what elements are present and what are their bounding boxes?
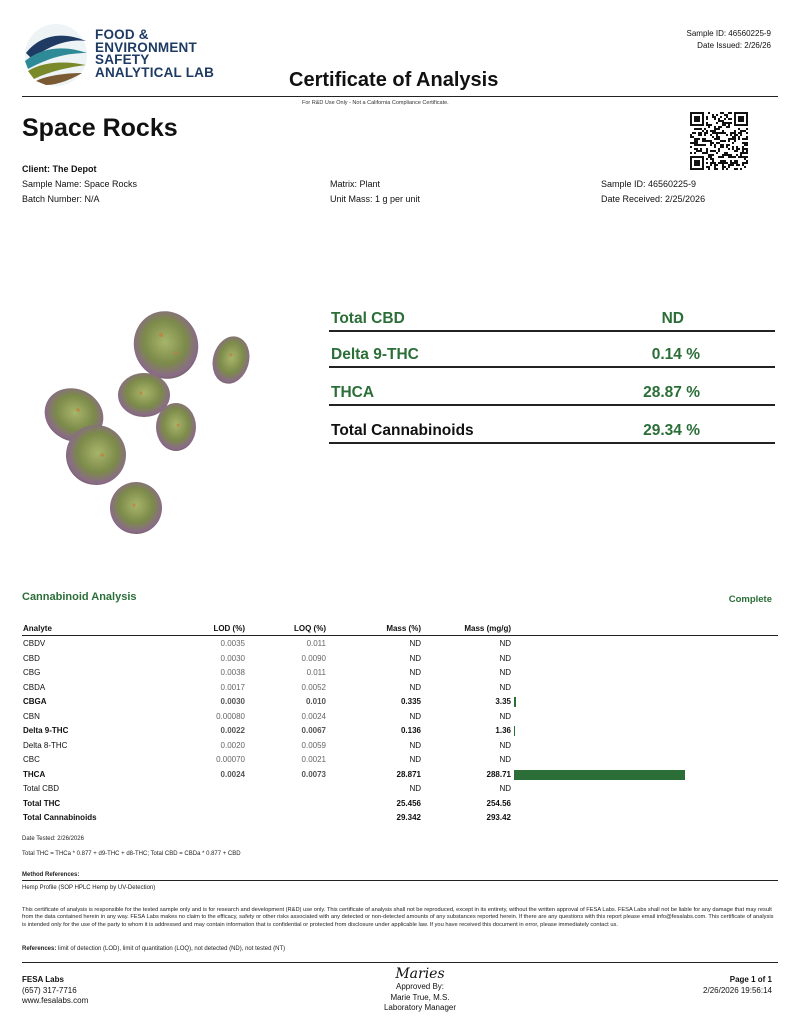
cell-mg: ND [499, 711, 511, 721]
sample-info [601, 177, 705, 207]
references-text: limit of detection (LOD), limit of quantitation (LOQ), not detected (ND), not tested (NT) [56, 946, 286, 952]
cell-analyte: THCA [23, 769, 46, 779]
matrix-info [330, 177, 420, 207]
analysis-status: Complete [728, 594, 772, 605]
cell-loq: 0.0024 [301, 711, 326, 721]
footer-phone: (657) 317-7716 [22, 985, 77, 995]
lab-logo [22, 23, 90, 87]
cannabinoid-table [22, 624, 778, 826]
table-row [22, 811, 778, 826]
cell-analyte: Delta 9-THC [23, 726, 69, 735]
cell-mg: 1.36 [495, 726, 511, 735]
header-analyte: Analyte [23, 624, 52, 633]
cell-lod: 0.0020 [220, 740, 245, 750]
cell-loq: 0.0073 [301, 769, 326, 779]
footer-page [703, 975, 772, 996]
cell-mg: ND [499, 668, 511, 677]
summary-label: Total Cannabinoids [331, 422, 474, 439]
references [22, 946, 285, 952]
table-row [22, 710, 778, 725]
unit-mass: Unit Mass: 1 g per unit [330, 194, 421, 204]
footer-lab [22, 975, 88, 1007]
cell-lod: 0.0017 [220, 682, 245, 692]
cell-loq: 0.010 [305, 697, 326, 706]
summary-value: ND [661, 310, 684, 327]
cell-mass: 29.342 [396, 813, 421, 822]
summary-row-delta9-thc [329, 346, 775, 368]
product-photo [36, 305, 266, 537]
table-row [22, 637, 778, 652]
date-tested: Date Tested: 2/26/2026 [22, 836, 84, 842]
table-body [22, 636, 778, 826]
cell-mg: 288.71 [486, 769, 511, 779]
cell-mass: ND [409, 639, 421, 648]
rd-note: For R&D Use Only - Not a California Compliance Certificate. [302, 100, 449, 106]
cannabinoid-analysis-title: Cannabinoid Analysis [22, 591, 137, 603]
method-references-text: Hemp Profile (SOP HPLC Hemp by UV-Detection) [22, 885, 156, 891]
cell-lod: 0.0022 [220, 726, 245, 735]
sample-id: Sample ID: 46560225-9 [601, 179, 697, 189]
cell-analyte: CBDA [23, 682, 46, 692]
client-name: Client: The Depot [22, 164, 97, 174]
cell-lod: 0.00070 [216, 755, 245, 764]
sample-name: Sample Name: Space Rocks [22, 179, 138, 189]
summary-row-total-cannabinoids [329, 422, 775, 444]
cell-lod: 0.0030 [220, 653, 245, 663]
header-date-issued: Date Issued: 2/26/26 [697, 41, 771, 50]
approver-name: Marie True, M.S. [390, 992, 450, 1002]
method-references-title: Method References: [22, 872, 80, 878]
cell-lod: 0.0030 [220, 697, 245, 706]
lab-logo-text [95, 29, 214, 79]
header-mass: Mass (%) [386, 624, 421, 633]
mass-bar [514, 770, 685, 780]
product-title: Space Rocks [22, 114, 178, 142]
cell-analyte: Total CBD [23, 784, 60, 793]
header-meta [687, 28, 772, 52]
cannabis-buds-image [36, 305, 266, 537]
cell-mass: ND [409, 740, 421, 750]
cell-mg: ND [499, 653, 511, 663]
summary-row-thca [329, 384, 775, 406]
mass-bar [514, 697, 516, 707]
footer-web[interactable]: www.fesalabs.com [22, 996, 89, 1005]
cell-analyte: Delta 8-THC [23, 740, 68, 750]
cell-mg: ND [499, 740, 511, 750]
table-row [22, 666, 778, 681]
logo-line: ANALYTICAL LAB [95, 64, 215, 80]
total-formula: Total THC = THCa * 0.877 + d9-THC + d8-THC; Total CBD = CBDa * 0.877 + CBD [22, 851, 241, 857]
header-mg: Mass (mg/g) [464, 624, 511, 633]
cell-mg: ND [499, 784, 511, 793]
page-number: Page 1 of 1 [729, 975, 772, 984]
cell-mg: 293.42 [486, 813, 511, 822]
signature: Maries [395, 966, 445, 982]
summary-label: THCA [331, 384, 375, 401]
cell-lod: 0.0038 [220, 668, 245, 677]
date-received: Date Received: 2/25/2026 [601, 194, 706, 204]
batch-number: Batch Number: N/A [22, 194, 100, 204]
method-divider [22, 880, 778, 881]
cell-mass: ND [409, 682, 421, 692]
table-header [22, 624, 778, 636]
table-row [22, 695, 778, 710]
cell-loq: 0.0059 [301, 740, 326, 750]
footer-divider [22, 962, 778, 963]
header-sample-id: Sample ID: 46560225-9 [686, 29, 771, 38]
cell-mass: ND [409, 784, 421, 793]
cell-lod: 0.00080 [216, 711, 245, 721]
approver-role: Laboratory Manager [383, 1003, 457, 1012]
cell-mass: 28.871 [396, 769, 421, 779]
cell-loq: 0.0021 [301, 755, 326, 764]
cell-mg: 254.56 [486, 798, 511, 808]
potency-summary [329, 310, 775, 450]
references-label: References: [22, 946, 57, 952]
cell-mass: 25.456 [396, 798, 421, 808]
summary-label: Delta 9-THC [331, 346, 419, 363]
footer-lab-name: FESA Labs [22, 975, 64, 984]
summary-row-total-cbd [329, 310, 775, 332]
cell-mass: ND [409, 711, 421, 721]
summary-value: 28.87 % [643, 384, 700, 401]
summary-value: 29.34 % [643, 422, 700, 439]
logo-line: FOOD & [95, 27, 149, 42]
cell-mass: ND [409, 653, 421, 663]
table-row [22, 768, 778, 783]
cell-loq: 0.0067 [301, 726, 326, 735]
table-row [22, 797, 778, 812]
cell-mass: ND [409, 668, 421, 677]
cell-analyte: CBGA [23, 697, 47, 706]
matrix: Matrix: Plant [330, 179, 381, 189]
cell-analyte: Total THC [23, 798, 61, 808]
header-loq: LOQ (%) [294, 624, 326, 633]
table-row [22, 681, 778, 696]
summary-label: Total CBD [331, 310, 405, 327]
cell-mg: ND [499, 755, 511, 764]
table-row [22, 782, 778, 797]
cell-mass: 0.136 [400, 726, 421, 735]
certificate-title: Certificate of Analysis [289, 69, 499, 91]
cell-loq: 0.0052 [301, 682, 326, 692]
logo-line: ENVIRONMENT [95, 39, 197, 55]
cell-analyte: CBC [23, 755, 40, 764]
disclaimer: This certificate of analysis is responsible for the tested sample only and is for research and development (R&D) use only. This certificate of analysis shall not be reproduced, except in its entirety, without the written approval of FESA Labs. FESA Labs shall not be liable for any damage that may result from the data contained herein in any way. FESA Labs makes no claim to the efficacy, safety or other risks associated with any detected or non-detected amounts of any substances reported herein. If there are any questions with this report please email info@fesalabs.com. This certificate of analysis is intended only for the use of the party to whom it is addressed and may contain information that is confidential or protected from disclosure under applicable law. If you have received this document in error, please immediately contact us. [22, 907, 774, 928]
cell-analyte: Total Cannabinoids [23, 813, 97, 822]
cell-lod: 0.0024 [220, 769, 245, 779]
summary-value: 0.14 % [651, 346, 700, 363]
qr-code-icon [690, 112, 748, 170]
cell-mg: 3.35 [495, 697, 511, 706]
cell-loq: 0.0090 [301, 653, 326, 663]
cell-mass: ND [409, 755, 421, 764]
cell-mass: 0.335 [400, 697, 421, 706]
cell-analyte: CBN [23, 711, 40, 721]
mass-bar [514, 726, 515, 736]
cell-lod: 0.0035 [220, 639, 245, 648]
cell-analyte: CBG [23, 668, 41, 677]
qr-code[interactable] [690, 112, 748, 170]
cell-mg: ND [499, 639, 511, 648]
table-row [22, 753, 778, 768]
footer-timestamp: 2/26/2026 19:56:14 [703, 985, 772, 995]
footer-approval [350, 966, 490, 1014]
table-row [22, 739, 778, 754]
table-row [22, 652, 778, 667]
cell-mg: ND [499, 682, 511, 692]
client-info [22, 162, 137, 207]
header-lod: LOD (%) [213, 624, 245, 633]
cell-analyte: CBDV [23, 639, 46, 648]
header-divider [22, 96, 778, 97]
table-row [22, 724, 778, 739]
cell-loq: 0.011 [306, 668, 326, 677]
approved-by: Approved By: [395, 982, 445, 991]
lab-logo-icon [22, 23, 90, 87]
cell-analyte: CBD [23, 653, 40, 663]
cell-loq: 0.011 [306, 639, 326, 648]
logo-line: SAFETY [95, 52, 150, 67]
